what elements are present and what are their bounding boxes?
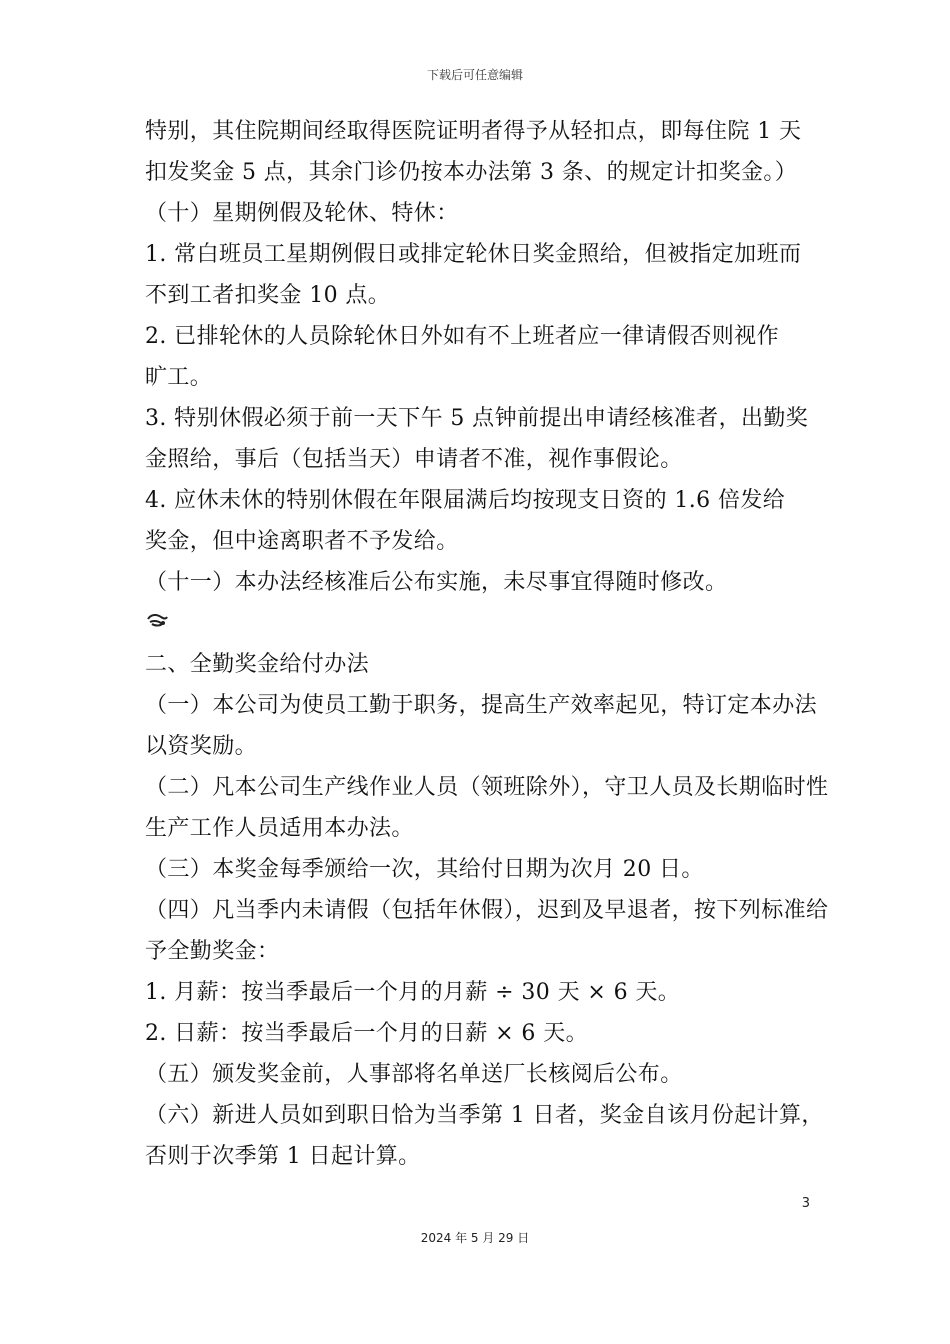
page-header: 下载后可任意编辑 — [426, 68, 523, 82]
paragraph-line: 扣发奖金 5 点，其余门诊仍按本办法第 3 条、的规定计扣奖金。） — [145, 160, 798, 185]
paragraph-line: （六）新进人员如到职日恰为当季第 1 日者，奖金自该月份起计算， — [145, 1103, 824, 1128]
paragraph-line: 2. 已排轮休的人员除轮休日外如有不上班者应一律请假否则视作 — [145, 324, 779, 349]
document-body — [145, 111, 829, 1177]
footer-date: 2024 年 5 月 29 日 — [420, 1231, 530, 1245]
paragraph-line: 不到工者扣奖金 10 点。 — [145, 283, 391, 308]
ornament-icon — [145, 603, 810, 644]
paragraph-line: 2. 日薪：按当季最后一个月的日薪 × 6 天。 — [145, 1021, 588, 1046]
paragraph-line: 金照给，事后（包括当天）申请者不准，视作事假论。 — [145, 447, 683, 472]
paragraph-line: （十一）本办法经核准后公布实施，未尽事宜得随时修改。 — [145, 570, 728, 595]
paragraph-line: 3. 特别休假必须于前一天下午 5 点钟前提出申请经核准者，出勤奖 — [145, 406, 809, 431]
paragraph-line: 否则于次季第 1 日起计算。 — [145, 1144, 421, 1169]
paragraph-line: （二）凡本公司生产线作业人员（领班除外），守卫人员及长期临时性 — [145, 775, 829, 800]
page-number: 3 — [801, 1196, 810, 1211]
paragraph-line: 生产工作人员适用本办法。 — [145, 816, 414, 841]
paragraph-line: （一）本公司为使员工勤于职务，提高生产效率起见，特订定本办法 — [145, 693, 818, 718]
paragraph-line: 4. 应休未休的特别休假在年限届满后均按现支日资的 1.6 倍发给 — [145, 488, 786, 513]
paragraph-line: 1. 月薪：按当季最后一个月的月薪 ÷ 30 天 × 6 天。 — [145, 980, 681, 1005]
paragraph-line: 旷工。 — [145, 365, 213, 390]
paragraph-line: 特别，其住院期间经取得医院证明者得予从轻扣点，即每住院 1 天 — [145, 119, 802, 144]
paragraph-line: 1. 常白班员工星期例假日或排定轮休日奖金照给，但被指定加班而 — [145, 242, 802, 267]
paragraph-line: （四）凡当季内未请假（包括年休假），迟到及早退者，按下列标准给 — [145, 898, 829, 923]
paragraph-line: （十）星期例假及轮休、特休： — [145, 201, 459, 226]
paragraph-line: 奖金，但中途离职者不予发给。 — [145, 529, 459, 554]
paragraph-line: （五）颁发奖金前，人事部将名单送厂长核阅后公布。 — [145, 1062, 683, 1087]
paragraph-line: 以资奖励。 — [145, 734, 258, 759]
section-heading: 二、全勤奖金给付办法 — [145, 652, 370, 677]
paragraph-line: 予全勤奖金： — [145, 939, 280, 964]
paragraph-line: （三）本奖金每季颁给一次，其给付日期为次月 20 日。 — [145, 857, 704, 882]
